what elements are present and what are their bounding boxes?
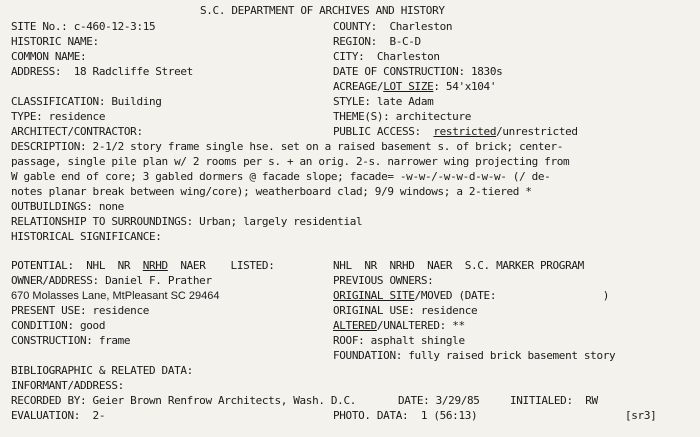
initialed: INITIALED: RW: [510, 394, 598, 407]
historic-name: HISTORIC NAME:: [11, 35, 99, 48]
construction: CONSTRUCTION: frame: [11, 334, 131, 347]
potential-nrhd: NRHD: [142, 259, 168, 272]
site-number: SITE No.: c-460-12-3:15: [11, 20, 156, 33]
altered-label: ALTERED: [333, 319, 377, 332]
relationship-to-surroundings: RELATIONSHIP TO SURROUNDINGS: Urban; largely residential: [11, 215, 363, 228]
unaltered-label: /UNALTERED: **: [376, 319, 465, 332]
date-of-construction: DATE OF CONSTRUCTION: 1830s: [333, 65, 503, 78]
city: CITY: Charleston: [333, 50, 440, 63]
outbuildings: OUTBUILDINGS: none: [11, 200, 124, 213]
previous-owners: PREVIOUS OWNERS:: [333, 274, 434, 287]
original-use: ORIGINAL USE: residence: [333, 304, 478, 317]
altered-unaltered: [333, 319, 465, 333]
region: REGION: B-C-D: [333, 35, 421, 48]
sheet-code: [sr3]: [625, 409, 657, 422]
roof: ROOF: asphalt shingle: [333, 334, 465, 347]
classification: CLASSIFICATION: Building: [11, 95, 162, 108]
public-access: [333, 125, 578, 139]
original-site-moved: [333, 289, 609, 303]
bibliographic-data: BIBLIOGRAPHIC & RELATED DATA:: [11, 364, 193, 377]
type: TYPE: residence: [11, 110, 106, 123]
lot-size-label: LOT SIZE: [383, 80, 434, 93]
acreage-label: ACREAGE/: [333, 80, 384, 93]
potential-prefix: POTENTIAL: NHL NR: [11, 259, 143, 272]
owner-address: OWNER/ADDRESS: Daniel F. Prather: [11, 274, 212, 287]
foundation: FOUNDATION: fully raised brick basement story: [333, 349, 616, 362]
description-line-4: notes planar break between wing/core); weatherboard clad; 9/9 windows; a 2-tiered *: [11, 185, 532, 198]
evaluation: EVALUATION: 2-: [11, 409, 106, 422]
potential: [11, 259, 274, 273]
description-line-2: passage, single pile plan w/ 2 rooms per s. + an orig. 2-s. narrower wing projecting from: [11, 155, 570, 168]
themes: THEME(S): architecture: [333, 110, 471, 123]
acreage-lot-size: [333, 80, 496, 94]
description-line-3: W gable end of core; 3 gabled dormers @ facade slope; facade= -w-w-/-w-w-d-w-w- (/ de-: [11, 170, 551, 183]
original-site-label: ORIGINAL SITE: [333, 289, 415, 302]
present-use: PRESENT USE: residence: [11, 304, 149, 317]
moved-label: /MOVED (DATE: ): [414, 289, 609, 302]
style: STYLE: late Adam: [333, 95, 434, 108]
recorded-by: RECORDED BY: Geier Brown Renfrow Architects, Wash. D.C.: [11, 394, 356, 407]
listed-options: NHL NR NRHD NAER S.C. MARKER PROGRAM: [333, 259, 584, 272]
unrestricted-option: /unrestricted: [496, 125, 578, 138]
lot-size-value: : 54'x104': [433, 80, 497, 93]
page-title: S.C. DEPARTMENT OF ARCHIVES AND HISTORY: [200, 4, 445, 17]
county: COUNTY: Charleston: [333, 20, 453, 33]
address: ADDRESS: 18 Radcliffe Street: [11, 65, 193, 78]
informant-address: INFORMANT/ADDRESS:: [11, 379, 124, 392]
common-name: COMMON NAME:: [11, 50, 87, 63]
restricted-option: restricted: [433, 125, 497, 138]
potential-suffix: NAER LISTED:: [167, 259, 275, 272]
owner-street-address: 670 Molasses Lane, MtPleasant SC 29464: [11, 290, 220, 302]
architect-contractor: ARCHITECT/CONTRACTOR:: [11, 125, 143, 138]
description-line-1: DESCRIPTION: 2-1/2 story frame single hse. set on a raised basement s. of brick; center-: [11, 140, 563, 153]
photo-data: PHOTO. DATA: 1 (56:13): [333, 409, 478, 422]
condition: CONDITION: good: [11, 319, 106, 332]
date-recorded: DATE: 3/29/85: [398, 394, 480, 407]
historical-significance: HISTORICAL SIGNIFICANCE:: [11, 230, 162, 243]
public-access-label: PUBLIC ACCESS:: [333, 125, 434, 138]
